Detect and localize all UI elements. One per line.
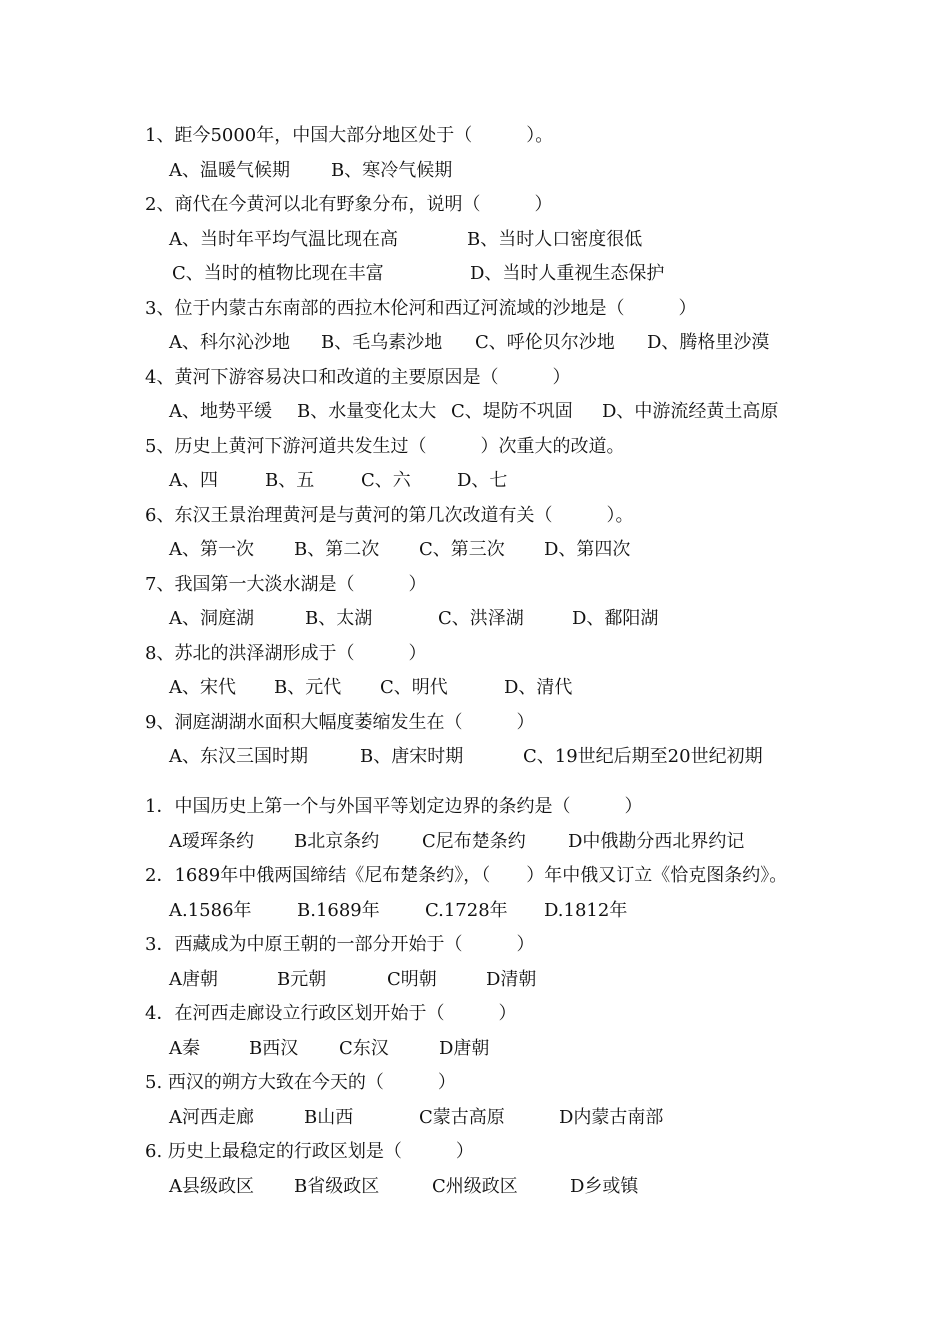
answer-option: A、地势平缓: [169, 401, 272, 422]
answer-option: D清朝: [486, 968, 537, 990]
answer-option: C东汉: [339, 1037, 389, 1059]
answer-option: C、明代: [380, 677, 448, 698]
question-text: 6、东汉王景治理黄河是与黄河的第几次改道有关（ ）。: [145, 504, 634, 526]
option-row: [0, 533, 950, 568]
answer-option: B.1689年: [297, 899, 380, 921]
answer-option: C、呼伦贝尔沙地: [475, 332, 615, 353]
question-text: 5. 西汉的朔方大致在今天的（ ）: [145, 1072, 456, 1093]
answer-option: D、鄱阳湖: [572, 608, 659, 629]
answer-option: C明朝: [387, 968, 437, 990]
answer-option: C、19世纪后期至20世纪初期: [523, 746, 763, 767]
answer-option: B西汉: [249, 1037, 299, 1059]
answer-option: A、东汉三国时期: [169, 746, 308, 767]
question-text: 7、我国第一大淡水湖是（ ）: [145, 573, 427, 595]
answer-option: D、当时人重视生态保护: [470, 263, 665, 284]
answer-option: A、科尔沁沙地: [169, 332, 290, 353]
question-text: 4．在河西走廊设立行政区划开始于（ ）: [145, 1003, 517, 1024]
option-row: [0, 671, 950, 706]
answer-option: A、宋代: [169, 677, 236, 698]
answer-option: D内蒙古南部: [559, 1106, 664, 1128]
question-text: 6. 历史上最稳定的行政区划是（ ）: [145, 1141, 474, 1162]
answer-option: B、毛乌素沙地: [321, 332, 443, 353]
option-row: [0, 894, 950, 929]
answer-option: C、第三次: [419, 539, 505, 560]
option-row: [0, 1170, 950, 1205]
answer-option: C州级政区: [432, 1175, 518, 1197]
question-text: 2．1689年中俄两国缔结《尼布楚条约》，（ ）年中俄又订立《恰克图条约》。: [145, 865, 788, 886]
option-row: [0, 223, 950, 258]
answer-option: B、水量变化太大: [297, 401, 437, 422]
question-text: 2、商代在今黄河以北有野象分布，说明（ ）: [145, 194, 553, 215]
answer-option: A、第一次: [169, 539, 254, 560]
option-row: [0, 740, 950, 775]
answer-option: B、五: [265, 470, 315, 491]
answer-option: B元朝: [277, 968, 327, 990]
answer-option: A唐朝: [169, 968, 218, 990]
answer-option: B、元代: [274, 677, 342, 698]
answer-option: B、寒冷气候期: [331, 159, 453, 181]
answer-option: B、当时人口密度很低: [467, 228, 643, 250]
question-text: 4、黄河下游容易决口和改道的主要原因是（ ）: [145, 366, 571, 388]
answer-option: C、当时的植物比现在丰富: [172, 263, 384, 284]
question-text: 3．西藏成为中原王朝的一部分开始于（ ）: [145, 934, 535, 955]
answer-option: D.1812年: [544, 899, 628, 921]
answer-option: C尼布楚条约: [422, 830, 526, 852]
answer-option: C蒙古高原: [419, 1106, 505, 1128]
answer-option: C、六: [361, 470, 411, 491]
question-section-1: [0, 119, 950, 775]
answer-option: C.1728年: [425, 899, 508, 921]
question-text: 8、苏北的洪泽湖形成于（ ）: [145, 642, 427, 664]
option-row: [0, 1101, 950, 1136]
answer-option: A秦: [169, 1037, 200, 1059]
option-row: [0, 395, 950, 430]
answer-option: A、洞庭湖: [169, 608, 254, 629]
option-row: [0, 825, 950, 860]
option-row: [0, 326, 950, 361]
question-text: 1．中国历史上第一个与外国平等划定边界的条约是（ ）: [145, 796, 643, 817]
answer-option: D、清代: [504, 677, 573, 698]
answer-option: A.1586年: [169, 899, 252, 921]
option-row: [0, 1032, 950, 1067]
answer-option: C、洪泽湖: [438, 608, 524, 629]
question-text: 5、历史上黄河下游河道共发生过（ ）次重大的改道。: [145, 435, 625, 457]
answer-option: A、当时年平均气温比现在高: [169, 228, 398, 250]
answer-option: B、第二次: [294, 539, 380, 560]
answer-option: D、中游流经黄土高原: [602, 401, 779, 422]
question-text: 3、位于内蒙古东南部的西拉木伦河和西辽河流域的沙地是（ ）: [145, 297, 697, 319]
answer-option: D、第四次: [544, 539, 631, 560]
answer-option: B北京条约: [294, 830, 380, 852]
question-text: 1、距今5000年，中国大部分地区处于（ ）。: [145, 125, 554, 146]
question-section-2: [0, 790, 950, 1204]
answer-option: C、堤防不巩固: [451, 401, 573, 422]
answer-option: A河西走廊: [169, 1106, 254, 1128]
answer-option: D、七: [457, 470, 508, 491]
question-text: 9、洞庭湖湖水面积大幅度萎缩发生在（ ）: [145, 711, 535, 733]
option-row: [0, 963, 950, 998]
answer-option: D唐朝: [439, 1037, 490, 1059]
answer-option: D中俄勘分西北界约记: [568, 830, 745, 852]
answer-option: D乡或镇: [570, 1175, 639, 1197]
answer-option: A、四: [169, 470, 218, 491]
option-row: [0, 257, 950, 292]
option-row: [0, 602, 950, 637]
answer-option: A瑷珲条约: [169, 830, 254, 852]
answer-option: A、温暖气候期: [169, 159, 290, 181]
answer-option: B山西: [304, 1106, 354, 1128]
option-row: [0, 154, 950, 189]
answer-option: B、唐宋时期: [360, 746, 464, 767]
answer-option: D、腾格里沙漠: [647, 332, 770, 353]
answer-option: B、太湖: [305, 608, 373, 629]
answer-option: B省级政区: [294, 1175, 380, 1197]
option-row: [0, 464, 950, 499]
answer-option: A县级政区: [169, 1175, 254, 1197]
